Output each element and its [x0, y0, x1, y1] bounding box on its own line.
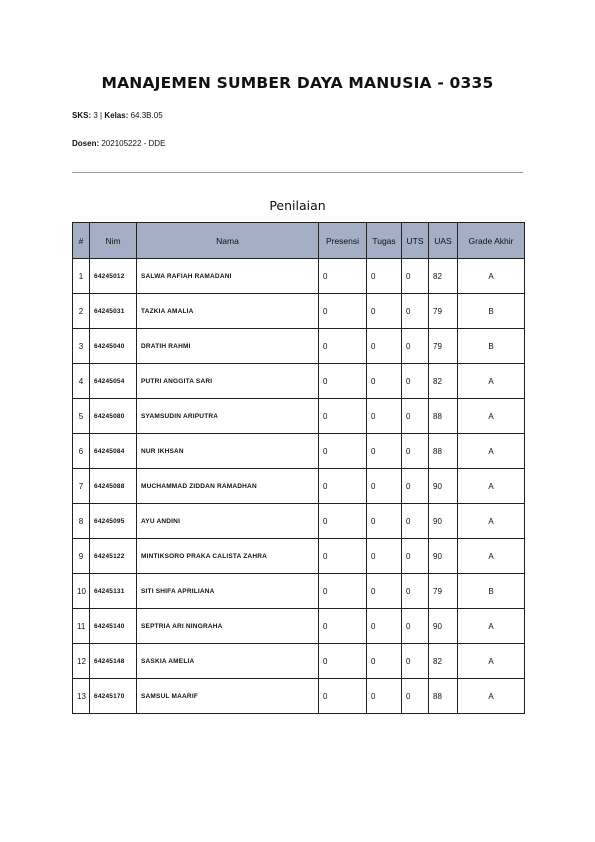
nim-cell: 64245054: [90, 364, 137, 399]
sks-label: SKS:: [72, 111, 92, 120]
tugas-cell: 0: [367, 434, 402, 469]
nim-cell: 64245148: [90, 644, 137, 679]
col-header-number: #: [73, 223, 90, 259]
row-number: 1: [73, 259, 90, 294]
uas-cell: 90: [429, 504, 458, 539]
presensi-cell: 0: [319, 574, 367, 609]
presensi-cell: 0: [319, 434, 367, 469]
uts-cell: 0: [402, 539, 429, 574]
tugas-cell: 0: [367, 644, 402, 679]
grades-table: [72, 222, 525, 714]
table-row: [73, 294, 525, 329]
page-title: MANAJEMEN SUMBER DAYA MANUSIA - 0335: [101, 74, 494, 92]
tugas-cell: 0: [367, 609, 402, 644]
dosen-value: 202105222 - DDE: [101, 139, 166, 148]
tugas-cell: 0: [367, 679, 402, 714]
tugas-cell: 0: [367, 504, 402, 539]
row-number: 13: [73, 679, 90, 714]
grade-cell: B: [458, 329, 525, 364]
name-cell: MUCHAMMAD ZIDDAN RAMADHAN: [137, 469, 319, 504]
tugas-cell: 0: [367, 364, 402, 399]
uas-cell: 79: [429, 329, 458, 364]
tugas-cell: 0: [367, 259, 402, 294]
table-row: [73, 364, 525, 399]
row-number: 2: [73, 294, 90, 329]
presensi-cell: 0: [319, 294, 367, 329]
grade-cell: A: [458, 504, 525, 539]
uts-cell: 0: [402, 644, 429, 679]
table-row: [73, 609, 525, 644]
name-cell: NUR IKHSAN: [137, 434, 319, 469]
table-row: [73, 644, 525, 679]
uas-cell: 79: [429, 294, 458, 329]
grade-cell: A: [458, 434, 525, 469]
uts-cell: 0: [402, 434, 429, 469]
grade-cell: A: [458, 539, 525, 574]
table-header-row: [73, 223, 525, 259]
table-row: [73, 574, 525, 609]
col-header-presensi: Presensi: [319, 223, 367, 259]
row-number: 3: [73, 329, 90, 364]
tugas-cell: 0: [367, 574, 402, 609]
uas-cell: 88: [429, 399, 458, 434]
row-number: 11: [73, 609, 90, 644]
presensi-cell: 0: [319, 644, 367, 679]
name-cell: AYU ANDINI: [137, 504, 319, 539]
uts-cell: 0: [402, 504, 429, 539]
uts-cell: 0: [402, 399, 429, 434]
nim-cell: 64245088: [90, 469, 137, 504]
name-cell: MINTIKSORO PRAKA CALISTA ZAHRA: [137, 539, 319, 574]
course-meta-line: [72, 111, 163, 120]
uts-cell: 0: [402, 259, 429, 294]
tugas-cell: 0: [367, 469, 402, 504]
table-row: [73, 399, 525, 434]
uts-cell: 0: [402, 609, 429, 644]
grade-cell: B: [458, 574, 525, 609]
uts-cell: 0: [402, 574, 429, 609]
kelas-label: Kelas:: [104, 111, 129, 120]
row-number: 4: [73, 364, 90, 399]
name-cell: PUTRI ANGGITA SARI: [137, 364, 319, 399]
section-title: Penilaian: [269, 198, 326, 213]
presensi-cell: 0: [319, 539, 367, 574]
nim-cell: 64245080: [90, 399, 137, 434]
uts-cell: 0: [402, 469, 429, 504]
nim-cell: 64245040: [90, 329, 137, 364]
uts-cell: 0: [402, 364, 429, 399]
row-number: 8: [73, 504, 90, 539]
presensi-cell: 0: [319, 399, 367, 434]
row-number: 12: [73, 644, 90, 679]
dosen-label: Dosen:: [72, 139, 100, 148]
nim-cell: 64245140: [90, 609, 137, 644]
nim-cell: 64245122: [90, 539, 137, 574]
col-header-grade: Grade Akhir: [458, 223, 525, 259]
col-header-nim: Nim: [90, 223, 137, 259]
tugas-cell: 0: [367, 399, 402, 434]
uas-cell: 90: [429, 609, 458, 644]
nim-cell: 64245170: [90, 679, 137, 714]
name-cell: SAMSUL MAARIF: [137, 679, 319, 714]
table-row: [73, 469, 525, 504]
nim-cell: 64245031: [90, 294, 137, 329]
uas-cell: 82: [429, 364, 458, 399]
grade-cell: A: [458, 399, 525, 434]
tugas-cell: 0: [367, 539, 402, 574]
col-header-uas: UAS: [429, 223, 458, 259]
tugas-cell: 0: [367, 329, 402, 364]
grade-cell: B: [458, 294, 525, 329]
name-cell: SITI SHIFA APRILIANA: [137, 574, 319, 609]
grade-cell: A: [458, 364, 525, 399]
name-cell: DRATIH RAHMI: [137, 329, 319, 364]
presensi-cell: 0: [319, 504, 367, 539]
row-number: 10: [73, 574, 90, 609]
nim-cell: 64245084: [90, 434, 137, 469]
uts-cell: 0: [402, 679, 429, 714]
grade-cell: A: [458, 259, 525, 294]
nim-cell: 64245095: [90, 504, 137, 539]
col-header-uts: UTS: [402, 223, 429, 259]
row-number: 9: [73, 539, 90, 574]
uas-cell: 90: [429, 469, 458, 504]
divider: [72, 172, 523, 173]
separator: |: [100, 111, 103, 120]
uts-cell: 0: [402, 294, 429, 329]
presensi-cell: 0: [319, 329, 367, 364]
uas-cell: 90: [429, 539, 458, 574]
presensi-cell: 0: [319, 469, 367, 504]
grade-cell: A: [458, 679, 525, 714]
grade-cell: A: [458, 469, 525, 504]
name-cell: SALWA RAFIAH RAMADANI: [137, 259, 319, 294]
kelas-value: 64.3B.05: [130, 111, 163, 120]
table-row: [73, 329, 525, 364]
table-row: [73, 259, 525, 294]
uas-cell: 82: [429, 644, 458, 679]
row-number: 7: [73, 469, 90, 504]
row-number: 6: [73, 434, 90, 469]
name-cell: SEPTRIA ARI NINGRAHA: [137, 609, 319, 644]
dosen-line: [72, 139, 165, 148]
col-header-tugas: Tugas: [367, 223, 402, 259]
uas-cell: 82: [429, 259, 458, 294]
name-cell: SASKIA AMELIA: [137, 644, 319, 679]
nim-cell: 64245012: [90, 259, 137, 294]
name-cell: SYAMSUDIN ARIPUTRA: [137, 399, 319, 434]
presensi-cell: 0: [319, 364, 367, 399]
table-row: [73, 434, 525, 469]
uas-cell: 88: [429, 679, 458, 714]
col-header-nama: Nama: [137, 223, 319, 259]
grade-cell: A: [458, 644, 525, 679]
grade-cell: A: [458, 609, 525, 644]
name-cell: TAZKIA AMALIA: [137, 294, 319, 329]
row-number: 5: [73, 399, 90, 434]
presensi-cell: 0: [319, 259, 367, 294]
table-row: [73, 504, 525, 539]
uas-cell: 88: [429, 434, 458, 469]
presensi-cell: 0: [319, 609, 367, 644]
sks-value: 3: [93, 111, 98, 120]
tugas-cell: 0: [367, 294, 402, 329]
table-row: [73, 679, 525, 714]
table-row: [73, 539, 525, 574]
uts-cell: 0: [402, 329, 429, 364]
presensi-cell: 0: [319, 679, 367, 714]
nim-cell: 64245131: [90, 574, 137, 609]
uas-cell: 79: [429, 574, 458, 609]
